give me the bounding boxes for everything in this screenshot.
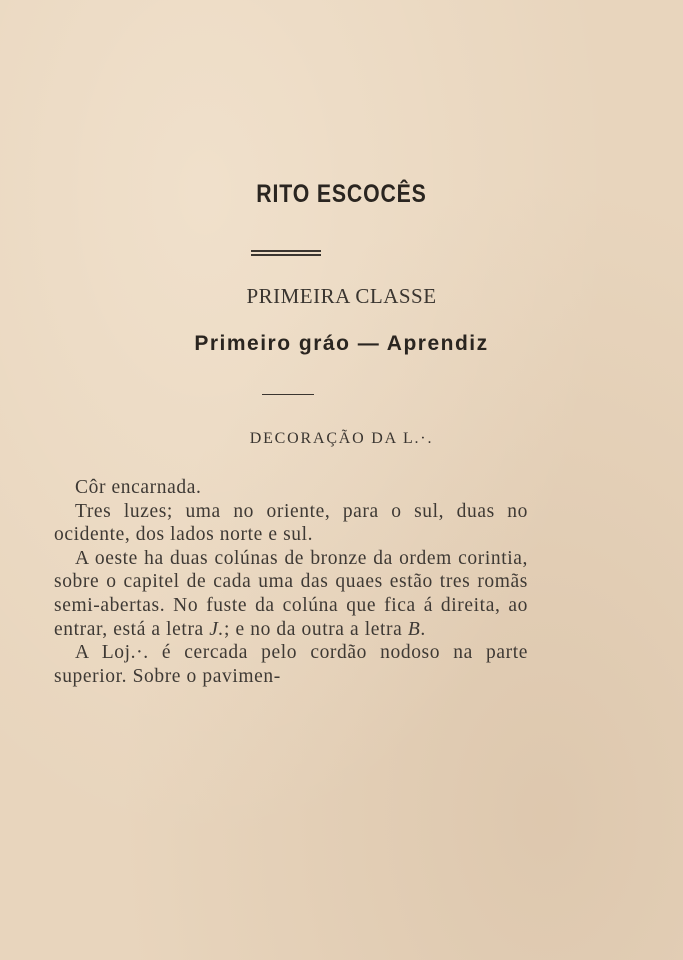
class-heading: PRIMEIRA CLASSE: [246, 284, 437, 308]
paragraph-text: Côr encarnada.: [75, 477, 202, 498]
paragraph-text: .: [420, 618, 426, 640]
paragraph-text: A oeste ha duas colúnas de bronze da ordem corintia, sobre o capitel de cada uma das quaes estão tres romãs semi-abertas. No fuste da colúna que fica á direita, ao entrar, está a letra: [54, 547, 528, 640]
paragraph: [54, 547, 528, 641]
double-divider: [251, 250, 321, 256]
paragraph-text: ; e no da outra a letra: [224, 618, 408, 640]
paragraph: [54, 500, 528, 547]
letter-j: J.: [209, 618, 225, 640]
paragraph: [54, 476, 528, 500]
degree-heading: Primeiro gráo — Aprendiz: [194, 332, 489, 355]
single-divider: [262, 394, 314, 395]
paragraph: [54, 641, 528, 688]
section-heading: DECORAÇÃO DA L.·.: [249, 430, 434, 447]
letter-b: B: [407, 618, 421, 640]
paragraph-text: A Loj.·. é cercada pelo cordão nodoso na parte superior. Sobre o pavimen-: [54, 642, 528, 687]
paragraph-text: Tres luzes; uma no oriente, para o sul, duas no ocidente, dos lados norte e sul.: [54, 500, 528, 546]
body-text: [54, 476, 528, 688]
page-title: RITO ESCOCÊS: [256, 180, 427, 208]
